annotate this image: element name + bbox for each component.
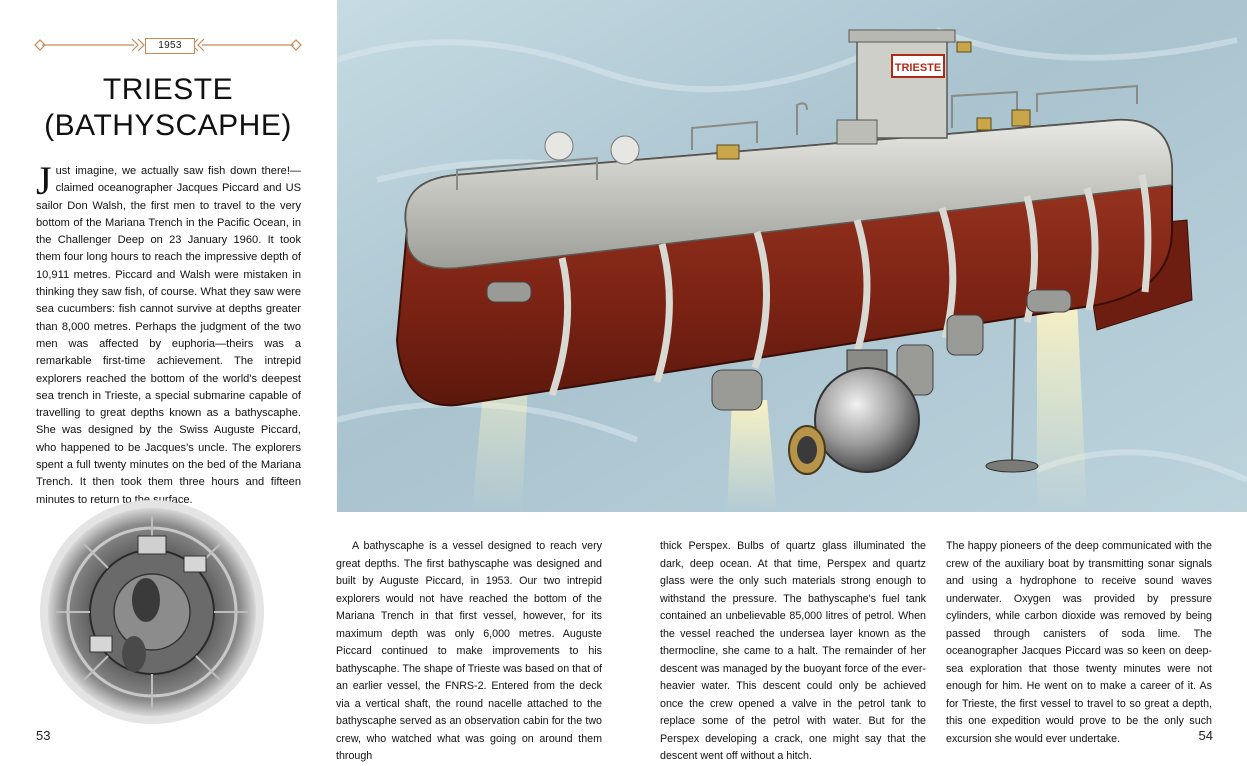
body-column-3-text: The happy pioneers of the deep communicated with the crew of the auxiliary boat by transmitting sonar signals and using a hydrophone to receive sound waves underwater. Oxygen was provided by pressure cylinders, while carbon dioxide was removed by being passed through canisters of soda lime. The oceanographer Jacques Piccard was so keen on deep-sea exploration that those twenty minutes were not enough for him. He went on to make a career of it. As for Trieste, the first vessel to travel to so great a depth, this one expedition would prove to be the only such excursion she would ever undertake. bbox=[946, 540, 1212, 745]
body-column-2 bbox=[660, 538, 926, 766]
body-column-1 bbox=[336, 538, 602, 766]
bathyscaphe-illustration bbox=[337, 0, 1247, 512]
body-column-3 bbox=[946, 538, 1212, 748]
intro-paragraph bbox=[36, 158, 301, 509]
body-column-1-text: A bathyscaphe is a vessel designed to reach very great depths. The first bathyscaphe was designed and built by Auguste Piccard, in 1953. Our two intrepid explorers would not have reached the bottom of the Mariana Trench in that first vessel, however, for its maximum depth was only 6,000 metres. Auguste Piccard continued to make improvements to his bathyscaphe. The shape of Trieste was based on that of an earlier vessel, the FNRS-2. Entered from the deck via a vertical shaft, the round nacelle attached to the bathyscaphe served as an observation cabin for the two crew, who watched what was going on around them through bbox=[336, 540, 602, 762]
page-number-right: 54 bbox=[1198, 728, 1213, 743]
nacelle-interior-illustration bbox=[34, 496, 274, 730]
body-column-2-text: thick Perspex. Bulbs of quartz glass illuminated the dark, deep ocean. At that time, Perspex and quartz glass were the only such materials strong enough to withstand the pressure. The bathyscaphe's fuel tank contained an unbelievable 85,000 litres of petrol. When the vessel reached the undersea layer known as the thermocline, she came to a halt. The remainder of her descent was managed by the buoyant force of the ever-heavier water. This descent could only be achieved once the crew opened a valve in the petrol tank to replace some of the petrol with water. But for the Perspex developing a crack, one might say that the descent went off without a hitch. bbox=[660, 540, 926, 762]
page-title bbox=[34, 72, 302, 144]
year-label: 1953 bbox=[145, 38, 195, 54]
intro-text: ust imagine, we actually saw fish down there!— claimed oceanographer Jacques Piccard and US sailor Don Walsh, the first men to travel to the very bottom of the Mariana Trench in the Pacific Ocean, in the Challenger Deep on 23 January 1960. It took them four long hours to reach the impressive depth of 10,911 metres. Piccard and Walsh were mistaken in thinking they saw fish, of course. What they saw were sea cucumbers: fish cannot survive at depths greater than 8,000 metres. Perhaps the judgment of the two men was affected by euphoria—theirs was a remarkable first-time achievement. The intrepid explorers reached the bottom of the world's deepest sea trench in Trieste, a special submarine capable of travelling to great depths known as a bathyscaphe. She was designed by the Swiss Auguste Piccard, who happened to be Jacques's uncle. The explorers spent a full twenty minutes on the bed of the Mariana Trench. It then took them three hours and fifteen minutes to return to the surface. bbox=[36, 165, 301, 506]
drop-cap: J bbox=[36, 158, 52, 203]
title-line-1: TRIESTE bbox=[102, 73, 234, 106]
page-number-left: 53 bbox=[36, 728, 51, 743]
title-line-2: (BATHYSCAPHE) bbox=[44, 109, 292, 142]
vessel-name-label: TRIESTE bbox=[894, 62, 942, 74]
